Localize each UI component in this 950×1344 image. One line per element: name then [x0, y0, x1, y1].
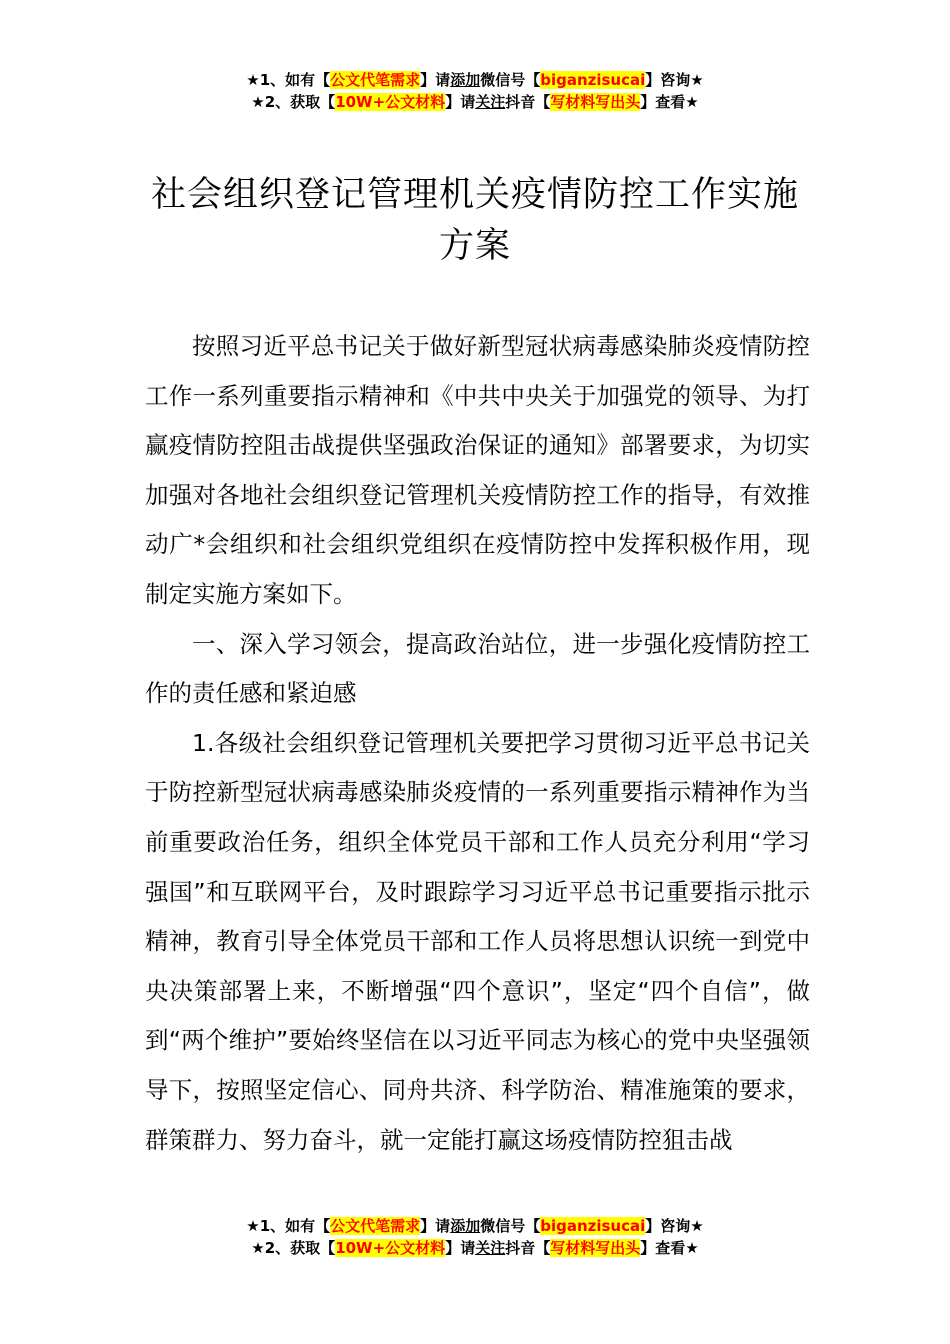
promo-text: 】咨询★: [645, 1217, 704, 1235]
promo-underline: 添加: [450, 71, 481, 89]
promo-highlight: 公文代笔需求: [330, 1217, 421, 1235]
promo-text: 】咨询★: [645, 71, 704, 89]
promo-text: ★2、获取【: [251, 93, 336, 111]
promo-text: 】查看★: [640, 1239, 699, 1257]
promo-text: ★1、如有【: [246, 1217, 331, 1235]
promo-highlight: biganzisucai: [540, 71, 646, 89]
document-title: [100, 170, 850, 272]
promo-highlight: 10W+公文材料: [335, 1239, 446, 1257]
title-line-2: 方案: [438, 226, 511, 266]
promo-line-2: [0, 1237, 950, 1259]
bottom-promo-banner: [0, 1215, 950, 1259]
promo-line-2: [0, 91, 950, 113]
promo-text: 微信号【: [480, 1217, 541, 1235]
paragraph-item-1: 1.各级社会组织登记管理机关要把学习贯彻习近平总书记关于防控新型冠状病毒感染肺炎疫情的一系列重要指示精神作为当前重要政治任务，组织全体党员干部和工作人员充分利用“学习强国”和互联网平台，及时跟踪学习习近平总书记重要指示批示精神，教育引导全体党员干部和工作人员将思想认识统一到党中央决策部署上来，不断增强“四个意识”，坚定“四个自信”，做到“两个维护”要始终坚信在以习近平同志为核心的党中央坚强领导下，按照坚定信心、同舟共济、科学防治、精准施策的要求，群策群力、努力奋斗，就一定能打赢这场疫情防控狙击战: [145, 728, 810, 1154]
promo-underline: 添加: [450, 1217, 481, 1235]
promo-highlight: biganzisucai: [540, 1217, 646, 1235]
promo-text: ★1、如有【: [246, 71, 331, 89]
top-promo-banner: [0, 69, 950, 113]
document-body: [145, 322, 810, 1165]
promo-highlight: 10W+公文材料: [335, 93, 446, 111]
promo-underline: 关注: [475, 93, 506, 111]
promo-highlight: 写材料写出头: [550, 1239, 641, 1257]
promo-text: 】请: [445, 1239, 476, 1257]
section-heading-1: 一、深入学习领会，提高政治站位，进一步强化疫情防控工作的责任感和紧迫感: [145, 629, 810, 708]
promo-text: ★2、获取【: [251, 1239, 336, 1257]
paragraph-intro: 按照习近平总书记关于做好新型冠状病毒感染肺炎疫情防控工作一系列重要指示精神和《中共中央关于加强党的领导、为打赢疫情防控阻击战提供坚强政治保证的通知》部署要求，为切实加强对各地社会组织登记管理机关疫情防控工作的指导，有效推动广*会组织和社会组织党组织在疫情防控中发挥积极作用，现制定实施方案如下。: [145, 332, 810, 608]
promo-text: 】请: [445, 93, 476, 111]
promo-text: 抖音【: [505, 93, 551, 111]
promo-text: 】请: [420, 71, 451, 89]
title-line-1: 社会组织登记管理机关疫情防控工作实施: [150, 175, 799, 215]
promo-underline: 关注: [475, 1239, 506, 1257]
promo-highlight: 公文代笔需求: [330, 71, 421, 89]
promo-line-1: [0, 1215, 950, 1237]
promo-text: 】查看★: [640, 93, 699, 111]
promo-highlight: 写材料写出头: [550, 93, 641, 111]
promo-text: 抖音【: [505, 1239, 551, 1257]
promo-text: 】请: [420, 1217, 451, 1235]
promo-line-1: [0, 69, 950, 91]
promo-text: 微信号【: [480, 71, 541, 89]
